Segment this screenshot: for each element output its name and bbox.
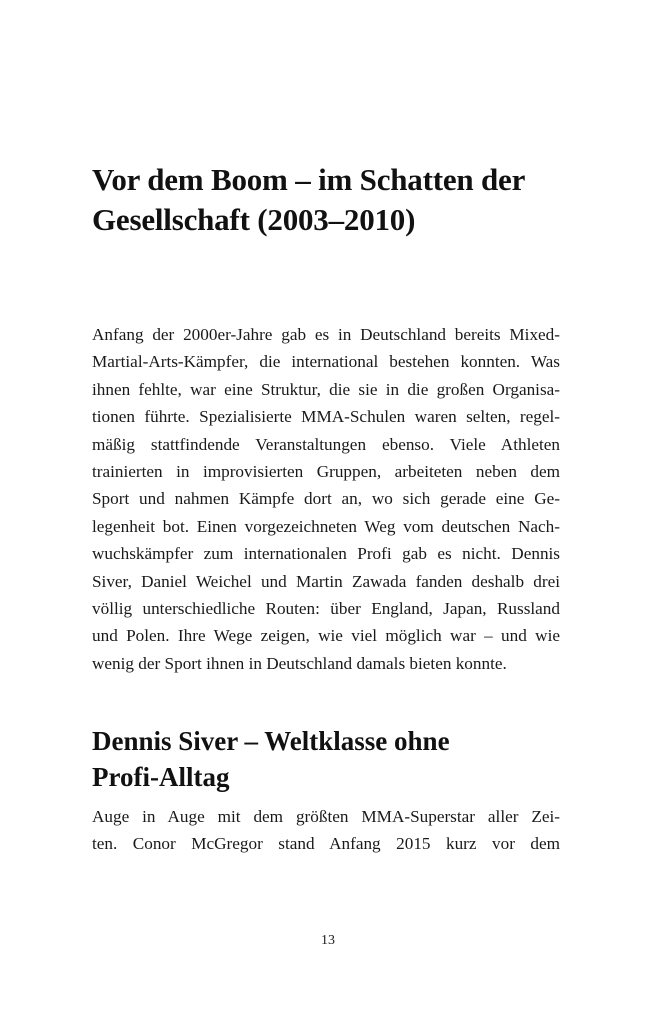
section-paragraph bbox=[92, 803, 560, 858]
text-line: legenheit bot. Einen vorgezeichneten Weg vom deutschen Nach- bbox=[92, 516, 560, 536]
text-line: wenig der Sport ihnen in Deutschland damals bieten konnte. bbox=[92, 653, 507, 673]
text-line: ten. Conor McGregor stand Anfang 2015 kurz vor dem bbox=[92, 834, 560, 854]
text-line: völlig unterschiedliche Routen: über England, Japan, Russland bbox=[92, 598, 560, 618]
section-title-line: Dennis Siver – Weltklasse ohne bbox=[92, 726, 450, 756]
text-line: ihnen fehlte, war eine Struktur, die sie in die großen Organisa- bbox=[92, 379, 560, 399]
text-line: mäßig stattfindende Veranstaltungen ebenso. Viele Athleten bbox=[92, 434, 560, 454]
chapter-title-line: Vor dem Boom – im Schatten der bbox=[92, 162, 526, 197]
intro-paragraph bbox=[92, 321, 560, 677]
text-line: wuchskämpfer zum internationalen Profi gab es nicht. Dennis bbox=[92, 544, 560, 564]
text-line: tionen führte. Spezialisierte MMA-Schulen waren selten, regel- bbox=[92, 407, 560, 427]
page-number: 13 bbox=[321, 933, 335, 948]
text-line: Anfang der 2000er-Jahre gab es in Deutschland bereits Mixed- bbox=[92, 325, 560, 344]
text-line: Martial-Arts-Kämpfer, die international bestehen konnten. Was bbox=[92, 352, 560, 372]
text-line: Siver, Daniel Weichel und Martin Zawada fanden deshalb drei bbox=[92, 571, 560, 591]
section-title bbox=[92, 723, 572, 795]
text-line: Auge in Auge mit dem größten MMA-Superstar aller Zei- bbox=[92, 807, 560, 826]
text-line: trainierten in improvisierten Gruppen, arbeiteten neben dem bbox=[92, 461, 560, 481]
section-title-line: Profi-Alltag bbox=[92, 762, 230, 792]
chapter-title-line: Gesellschaft (2003–2010) bbox=[92, 202, 416, 237]
text-line: Sport und nahmen Kämpfe dort an, wo sich gerade eine Ge- bbox=[92, 489, 560, 509]
text-line: und Polen. Ihre Wege zeigen, wie viel möglich war – und wie bbox=[92, 626, 560, 646]
chapter-title bbox=[92, 160, 572, 240]
